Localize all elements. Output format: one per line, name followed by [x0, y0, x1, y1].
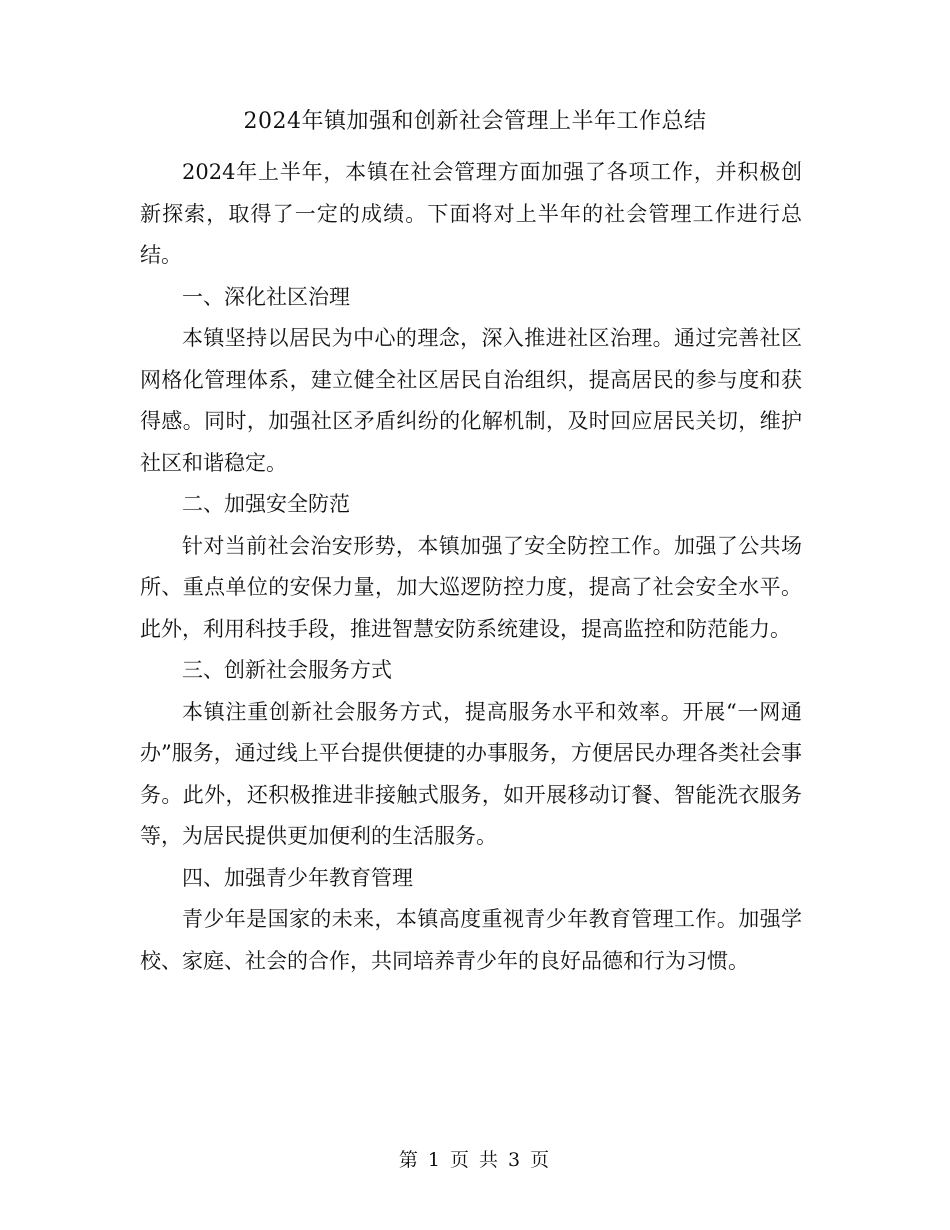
section-heading-1: 一、深化社区治理: [182, 284, 350, 309]
intro-paragraph: 2024年上半年，本镇在社会管理方面加强了各项工作，并积极创新探索，取得了一定的成绩。下面将对上半年的社会管理工作进行总结。: [140, 160, 802, 267]
section-paragraph-4: 青少年是国家的未来，本镇高度重视青少年教育管理工作。加强学校、家庭、社会的合作，共同培养青少年的良好品德和行为习惯。: [140, 907, 802, 973]
section-heading-4: 四、加强青少年教育管理: [182, 865, 413, 890]
document-title: 2024年镇加强和创新社会管理上半年工作总结: [243, 109, 707, 134]
section-paragraph-1: 本镇坚持以居民为中心的理念，深入推进社区治理。通过完善社区网格化管理体系，建立健全社区居民自治组织，提高居民的参与度和获得感。同时，加强社区矛盾纠纷的化解机制，及时回应居民关切，维护社区和谐稳定。: [140, 326, 802, 475]
section-heading-3: 三、创新社会服务方式: [182, 658, 392, 682]
section-heading-2: 二、加强安全防范: [182, 492, 350, 516]
section-paragraph-3: 本镇注重创新社会服务方式，提高服务水平和效率。开展“一网通办”服务，通过线上平台提供便捷的办事服务，方便居民办理各类社会事务。此外，还积极推进非接触式服务，如开展移动订餐、智能洗衣服务等，为居民提供更加便利的生活服务。: [140, 699, 802, 848]
section-paragraph-2: 针对当前社会治安形势，本镇加强了安全防控工作。加强了公共场所、重点单位的安保力量，加大巡逻防控力度，提高了社会安全水平。此外，利用科技手段，推进智慧安防系统建设，提高监控和防范能力。: [140, 533, 802, 641]
page-number-footer: 第 1 页 共 3 页: [398, 1149, 552, 1171]
document-body: [140, 152, 802, 982]
